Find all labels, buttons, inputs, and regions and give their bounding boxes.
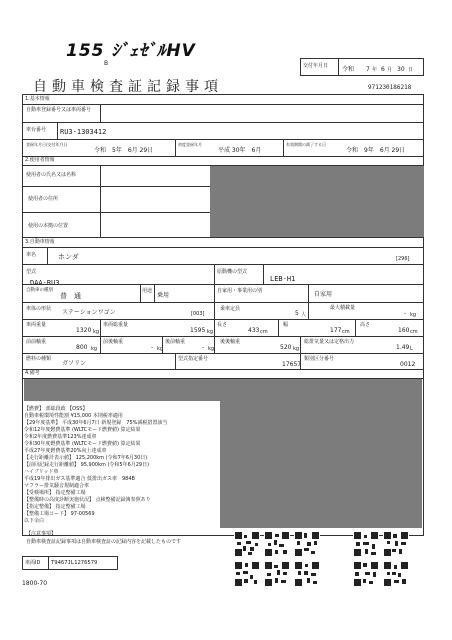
displacement-unit: L bbox=[410, 346, 413, 352]
max-load-value: - bbox=[404, 310, 407, 317]
chassis-number-value: RU3-1303412 bbox=[60, 128, 107, 136]
body-shape-value: ステーションワゴン bbox=[62, 309, 116, 316]
vehicle-weight-value: 1320 bbox=[76, 327, 92, 334]
note-line: 【指定整備】 指定整備工場 bbox=[24, 504, 86, 510]
front-rear-axle-label: 前後軸重 bbox=[103, 339, 124, 345]
qr-code-3 bbox=[294, 531, 320, 557]
notice-title: 【注意事項】 bbox=[26, 531, 57, 537]
rear-rear-axle-unit: kg bbox=[293, 346, 300, 352]
notice-text: 自動車検査証記録事項は自動車検査証の記録内容を記載したものです bbox=[26, 539, 182, 545]
length-unit: cm bbox=[260, 329, 268, 335]
use-label: 用途 bbox=[142, 288, 153, 294]
note-line: ハイブリッド車 bbox=[24, 469, 59, 475]
note-line: 令和30年度燃費基準 (WLTCモード燃費値) 算定結果 bbox=[24, 441, 141, 447]
qr-code-10 bbox=[383, 561, 409, 587]
vehicle-id-value: T9467JL1276579 bbox=[51, 560, 98, 566]
max-load-unit: kg bbox=[410, 312, 417, 318]
redacted-user-info bbox=[210, 166, 424, 237]
note-line: 以下余白 bbox=[24, 518, 45, 524]
maker-value: ホンダ bbox=[58, 253, 79, 261]
note-line: 【走行距離計表示値】 125,200km (令和7年6月30日) bbox=[24, 455, 148, 461]
front-front-axle-value: 800 bbox=[76, 344, 88, 351]
width-label: 幅 bbox=[283, 322, 289, 328]
first-registration-value: 令和 5年 6月 29日 bbox=[94, 147, 154, 154]
engine-model-label: 原動機の型式 bbox=[217, 269, 248, 275]
issue-date-day-unit: 日 bbox=[408, 67, 414, 73]
issue-date-box bbox=[300, 58, 424, 76]
chassis-number-label: 車台番号 bbox=[26, 127, 47, 133]
type-designation-label: 型式指定番号 bbox=[178, 356, 209, 362]
engine-model-value: LEB-H1 bbox=[270, 275, 296, 283]
private-commercial-label: 自家用・事業用の別 bbox=[217, 288, 263, 294]
length-label: 長さ bbox=[217, 322, 228, 328]
note-line: 【受検場所】 指定整備工場 bbox=[24, 490, 86, 496]
vehicle-weight-unit: kg bbox=[93, 329, 100, 335]
vehicle-type-label: 自動車の種別 bbox=[26, 288, 53, 293]
note-line: 令和12年度燃費基準 (WLTCモード燃費値) 算定結果 bbox=[24, 427, 141, 433]
front-front-axle-unit: kg bbox=[91, 346, 98, 352]
fuel-type-value: ガソリン bbox=[62, 360, 87, 367]
vehicle-type-value: 普 通 bbox=[60, 292, 81, 300]
rear-front-axle-label: 後前軸重 bbox=[165, 339, 186, 345]
qr-code-9 bbox=[353, 561, 379, 587]
serial-number: 971230186218 bbox=[368, 84, 412, 91]
class-number-value: 0012 bbox=[400, 361, 416, 368]
displacement-label: 総排気量又は定格出力 bbox=[304, 339, 355, 345]
height-value: 160 bbox=[398, 327, 410, 334]
section-user-title: 2.使用者情報 bbox=[25, 157, 55, 163]
issue-date-label: 交付年月日 bbox=[303, 63, 329, 69]
redacted-notes-right bbox=[220, 401, 422, 528]
note-line: 自動車税環境性能割 ¥15,000 本則税率適用 bbox=[24, 413, 123, 419]
section-vehicle-title: 3.自動車情報 bbox=[25, 239, 55, 245]
capacity-label: 乗車定員 bbox=[220, 306, 241, 312]
front-rear-axle-value: - bbox=[151, 344, 154, 351]
capacity-value: 5 bbox=[295, 310, 299, 317]
qr-code-5 bbox=[383, 531, 409, 557]
first-registration-year-label: 初度登録年月 bbox=[178, 142, 202, 147]
issue-date-month: 6 bbox=[381, 66, 385, 73]
redacted-notes-top bbox=[24, 379, 422, 401]
note-line: 【整備時の高度診断実施状況】 点検整備記録簿参照あり bbox=[24, 497, 151, 503]
qr-code-7 bbox=[264, 561, 290, 587]
rear-front-axle-unit: kg bbox=[208, 346, 215, 352]
section-notes-title: 4.備考 bbox=[25, 370, 40, 376]
qr-code-6 bbox=[234, 561, 260, 587]
use-value: 乗用 bbox=[157, 292, 170, 299]
vehicle-id-label: 車両ID bbox=[25, 560, 41, 566]
gross-weight-value: 1595 bbox=[190, 327, 206, 334]
user-address-label: 使用者の住所 bbox=[28, 196, 59, 202]
height-label: 高さ bbox=[360, 322, 371, 328]
handwritten-note: 155 ｼﾞｪｾﾞﾙHV bbox=[66, 41, 196, 61]
model-label: 型式 bbox=[26, 269, 37, 275]
note-line: マフラー排気騒音規制適合車 bbox=[24, 483, 90, 489]
note-line: 【29年度基準】 平成30年6月7日 新規登録 75%減税措置該当 bbox=[24, 420, 168, 426]
gross-weight-unit: kg bbox=[207, 329, 214, 335]
height-unit: cm bbox=[410, 329, 418, 335]
issue-date-day: 30 bbox=[397, 66, 405, 73]
qr-code-1 bbox=[234, 531, 260, 557]
gross-weight-label: 車両総重量 bbox=[103, 322, 129, 328]
model-value: DAA-RU3 bbox=[30, 279, 60, 287]
class-number-label: 類別区分番号 bbox=[304, 356, 335, 362]
vehicle-weight-label: 車両重量 bbox=[26, 322, 47, 328]
stamp-letter: B bbox=[104, 60, 109, 67]
qr-code-4 bbox=[353, 531, 379, 557]
private-commercial-value: 自家用 bbox=[314, 291, 333, 298]
first-registration-label: 登録年月日/交付年月日 bbox=[26, 142, 68, 147]
rear-front-axle-value: - bbox=[202, 344, 205, 351]
note-line: 【燃費】 部総段政 【OSS】 bbox=[24, 406, 88, 412]
expiry-date-value: 令和 9年 6月 29日 bbox=[346, 147, 406, 154]
notes-list bbox=[24, 406, 167, 525]
front-rear-axle-unit: kg bbox=[157, 346, 164, 352]
note-line: 平成27年度燃費基準20%向上達成車 bbox=[24, 448, 107, 454]
issue-date-year-unit: 年 bbox=[372, 67, 378, 73]
front-front-axle-label: 前前軸重 bbox=[26, 339, 47, 345]
width-unit: cm bbox=[342, 329, 350, 335]
maker-code: [296] bbox=[396, 256, 410, 262]
note-line: 令和2年度燃費基準123%達成車 bbox=[24, 434, 97, 440]
body-shape-label: 車体の形状 bbox=[26, 306, 52, 312]
maker-label: 車名 bbox=[26, 252, 37, 258]
displacement-value: 1.49 bbox=[396, 344, 410, 351]
capacity-unit: 人 bbox=[301, 312, 307, 318]
expiry-date-label: 有効期間の満了する日 bbox=[286, 142, 326, 147]
width-value: 177 bbox=[330, 327, 342, 334]
vehicle-id-box bbox=[22, 556, 118, 570]
first-registration-year-value: 平成 30年 6月 bbox=[218, 147, 262, 154]
issue-date-month-unit: 月 bbox=[387, 67, 393, 73]
registration-number-label: 自動車登録番号又は車両番号 bbox=[26, 107, 92, 113]
note-line: 【前回記録走行距離値】 95,900km (令和5年6月29日) bbox=[24, 462, 150, 468]
type-designation-value: 17657 bbox=[282, 361, 302, 368]
issue-date-era: 令和 bbox=[342, 66, 355, 73]
document-title: 自動車検査証記録事項 bbox=[33, 79, 223, 95]
section-basic-title: 1.基本情報 bbox=[25, 96, 50, 102]
issue-date-year: 7 bbox=[366, 66, 370, 73]
length-value: 433 bbox=[248, 327, 260, 334]
note-line: 平成19年排出ガス基準適合 低排出ガス車 984B bbox=[24, 476, 135, 482]
form-number: 1800-70 bbox=[22, 580, 48, 587]
note-line: 【整備工場コード】 97-00569 bbox=[24, 511, 95, 517]
rear-rear-axle-label: 後後軸重 bbox=[220, 339, 241, 345]
qr-code-8 bbox=[294, 561, 320, 587]
usage-base-label: 使用の本拠の位置 bbox=[28, 223, 69, 229]
user-name-label: 使用者の氏名又は名称 bbox=[26, 172, 77, 178]
qr-code-2 bbox=[264, 531, 290, 557]
fuel-type-label: 燃料の種類 bbox=[26, 356, 52, 362]
body-shape-code: [003] bbox=[191, 311, 205, 317]
max-load-label: 最大積載量 bbox=[330, 305, 356, 311]
rear-rear-axle-value: 520 bbox=[280, 344, 292, 351]
